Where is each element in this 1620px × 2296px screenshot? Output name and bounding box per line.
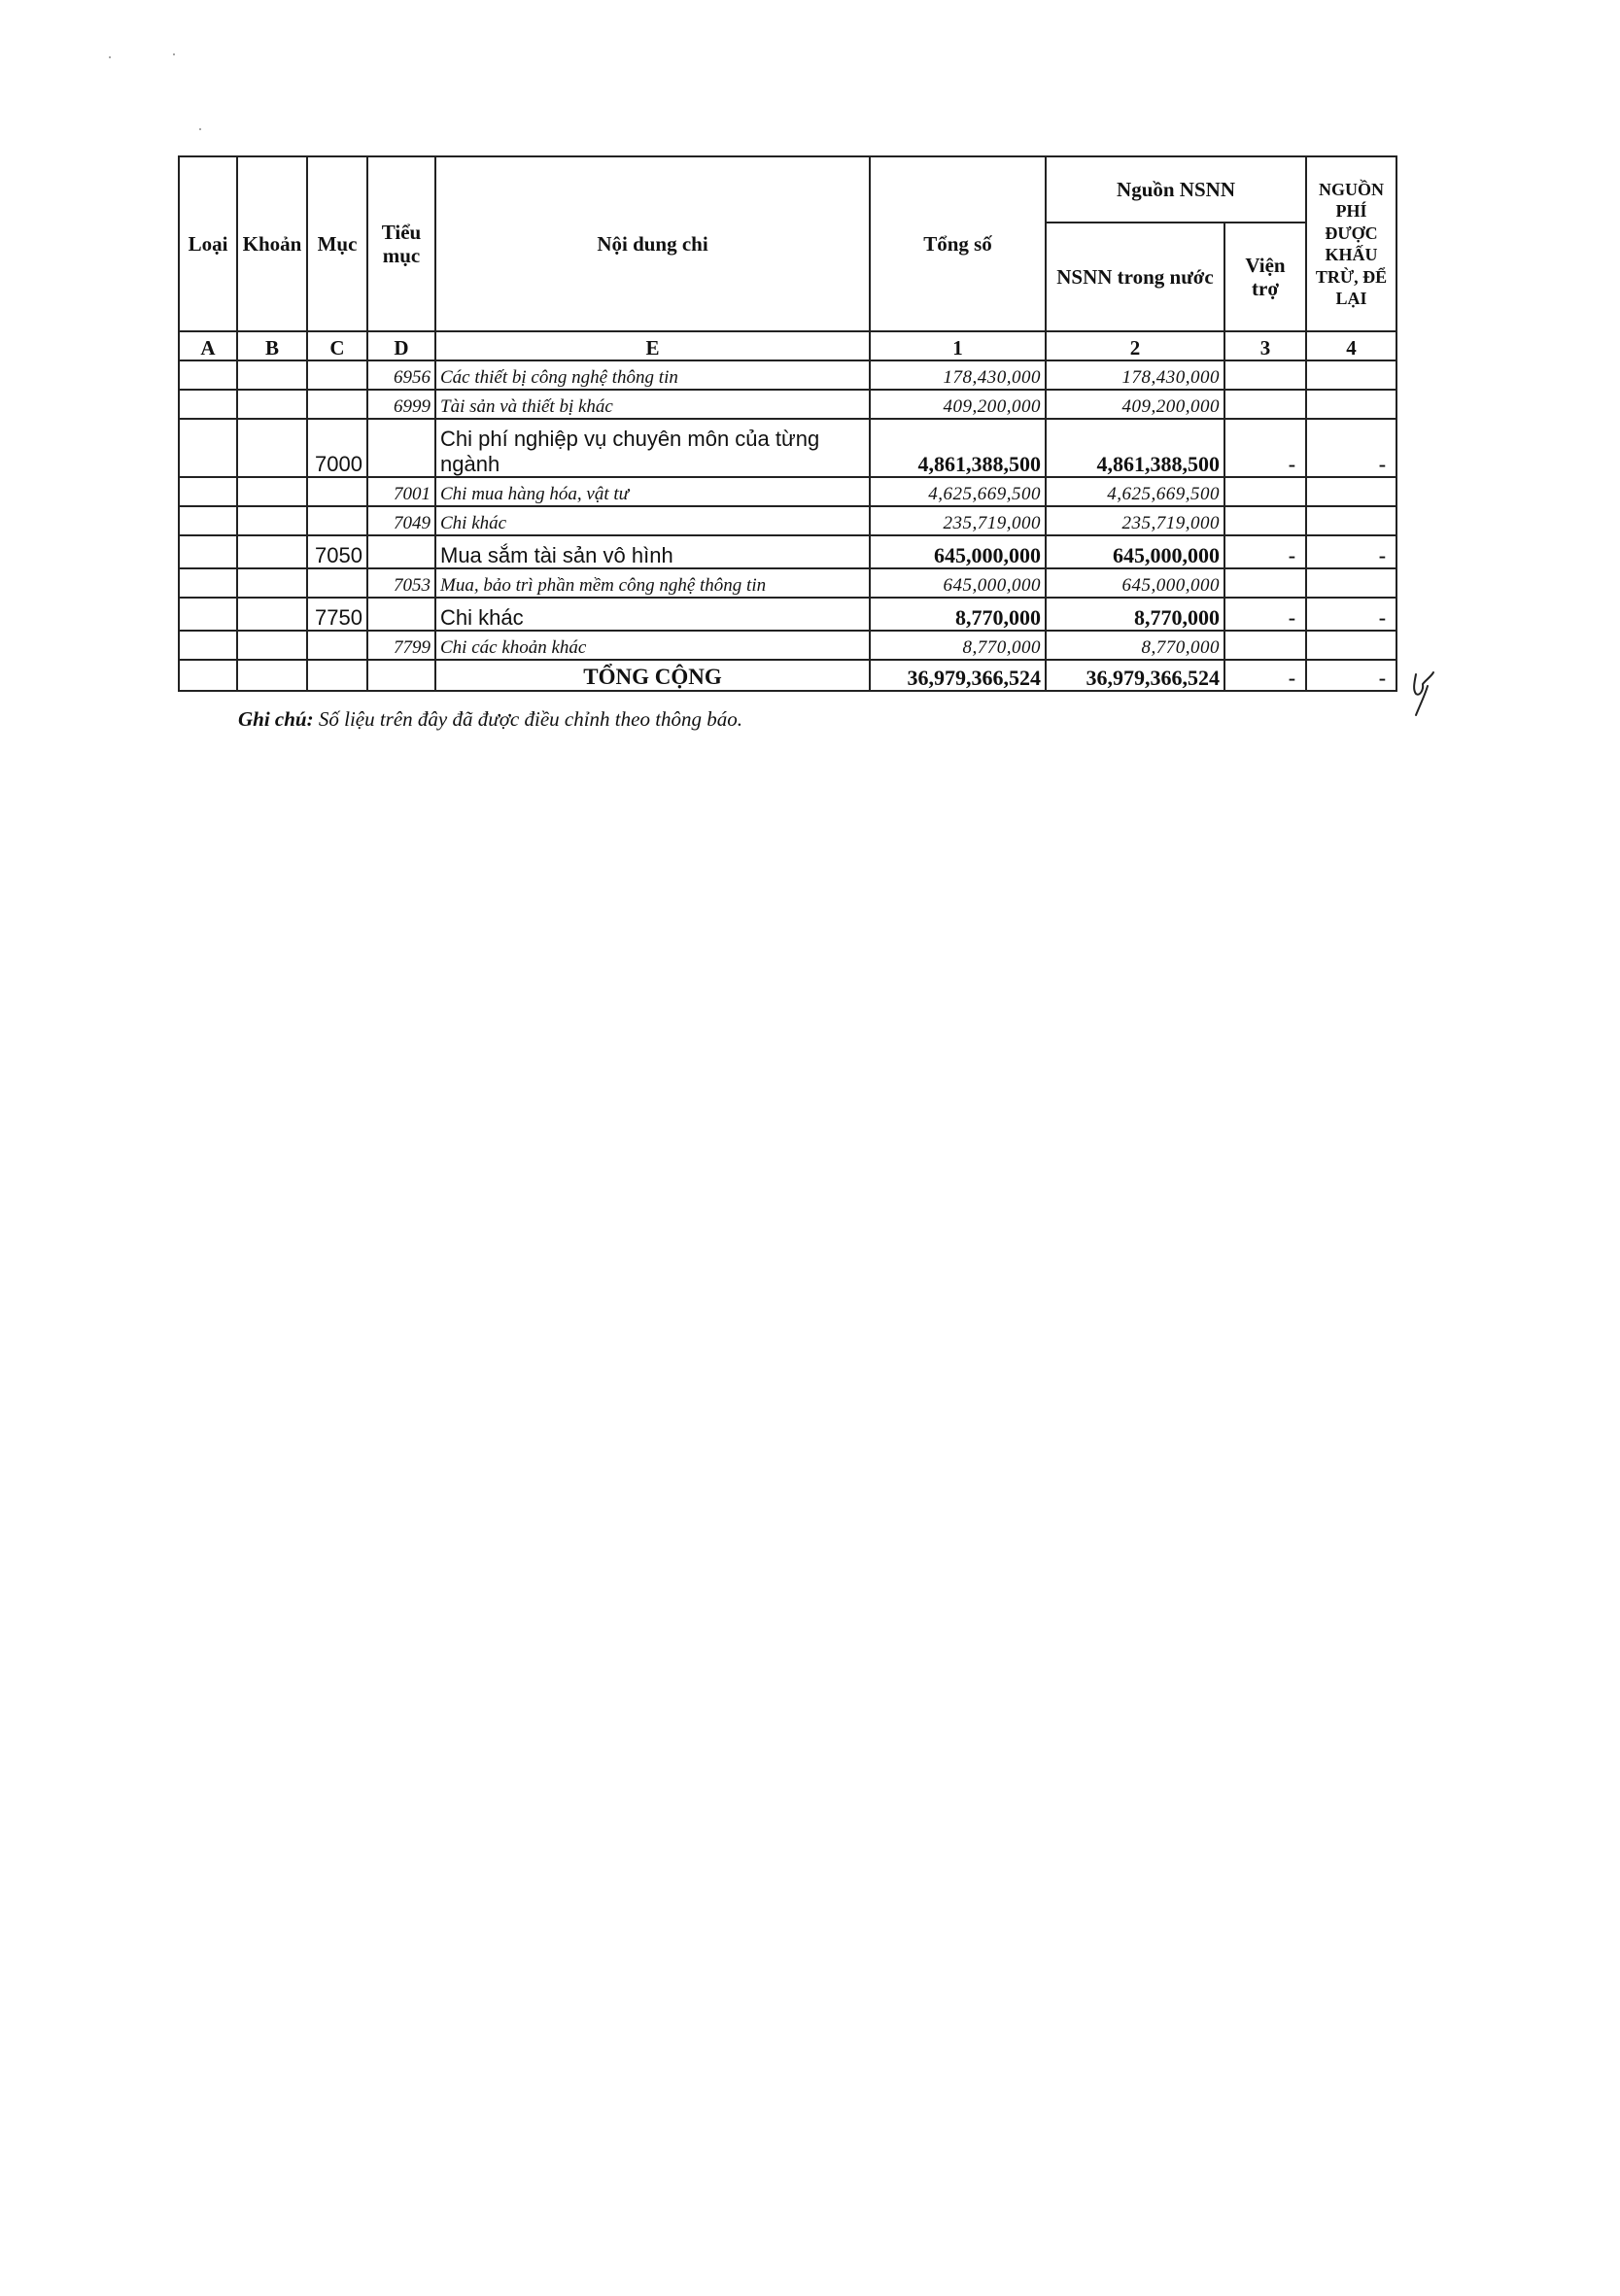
loai-cell	[179, 631, 237, 660]
nguon-phi-value: -	[1306, 598, 1396, 631]
header-muc: Mục	[307, 156, 367, 331]
nsnn-trong-nuoc-value: 4,861,388,500	[1046, 419, 1224, 477]
header-noi-dung-chi: Nội dung chi	[435, 156, 870, 331]
muc-row	[179, 535, 1396, 568]
column-letter: 1	[870, 331, 1046, 360]
tieu-muc-row	[179, 360, 1396, 390]
loai-cell	[179, 598, 237, 631]
scan-speck	[109, 56, 111, 58]
khoan-cell	[237, 568, 307, 598]
muc-code: 7750	[307, 598, 367, 631]
handwritten-initial	[1408, 670, 1437, 717]
tieu-muc-code: 6956	[367, 360, 435, 390]
khoan-cell	[237, 631, 307, 660]
nguon-phi-value	[1306, 568, 1396, 598]
total-trong-nuoc: 36,979,366,524	[1046, 660, 1224, 691]
khoan-cell	[237, 477, 307, 506]
total-muc	[307, 660, 367, 691]
tong-so-value: 4,861,388,500	[870, 419, 1046, 477]
nsnn-trong-nuoc-value: 645,000,000	[1046, 568, 1224, 598]
vien-tro-value	[1224, 360, 1306, 390]
column-letter: 4	[1306, 331, 1396, 360]
nsnn-trong-nuoc-value: 178,430,000	[1046, 360, 1224, 390]
footnote	[238, 707, 742, 732]
total-tieu-muc	[367, 660, 435, 691]
tong-so-value: 645,000,000	[870, 568, 1046, 598]
expense-description: Mua sắm tài sản vô hình	[435, 535, 870, 568]
tong-so-value: 8,770,000	[870, 598, 1046, 631]
total-tong-so: 36,979,366,524	[870, 660, 1046, 691]
tieu-muc-row	[179, 390, 1396, 419]
nsnn-trong-nuoc-value: 8,770,000	[1046, 598, 1224, 631]
muc-code	[307, 390, 367, 419]
tieu-muc-code	[367, 419, 435, 477]
scan-speck	[173, 53, 175, 55]
loai-cell	[179, 419, 237, 477]
total-phi: -	[1306, 660, 1396, 691]
muc-code: 7000	[307, 419, 367, 477]
vien-tro-value	[1224, 506, 1306, 535]
loai-cell	[179, 390, 237, 419]
khoan-cell	[237, 506, 307, 535]
loai-cell	[179, 506, 237, 535]
column-letter: 3	[1224, 331, 1306, 360]
tieu-muc-code	[367, 598, 435, 631]
tieu-muc-code: 7001	[367, 477, 435, 506]
muc-row	[179, 598, 1396, 631]
expense-description: Chi khác	[435, 598, 870, 631]
tong-so-value: 8,770,000	[870, 631, 1046, 660]
loai-cell	[179, 360, 237, 390]
column-letter: B	[237, 331, 307, 360]
tieu-muc-code	[367, 535, 435, 568]
nsnn-trong-nuoc-value: 235,719,000	[1046, 506, 1224, 535]
nguon-phi-value	[1306, 477, 1396, 506]
muc-code: 7050	[307, 535, 367, 568]
column-letter: C	[307, 331, 367, 360]
header-tieu-muc: Tiểu mục	[367, 156, 435, 331]
muc-code	[307, 506, 367, 535]
loai-cell	[179, 568, 237, 598]
khoan-cell	[237, 390, 307, 419]
tieu-muc-row	[179, 631, 1396, 660]
header-nsnn-trong-nuoc: NSNN trong nước	[1046, 223, 1224, 331]
khoan-cell	[237, 598, 307, 631]
loai-cell	[179, 535, 237, 568]
header-tong-so: Tổng số	[870, 156, 1046, 331]
tieu-muc-code: 7049	[367, 506, 435, 535]
tieu-muc-row	[179, 506, 1396, 535]
header-khoan: Khoản	[237, 156, 307, 331]
budget-table	[178, 155, 1397, 692]
scan-speck	[199, 128, 201, 130]
muc-code	[307, 568, 367, 598]
vien-tro-value: -	[1224, 535, 1306, 568]
muc-code	[307, 631, 367, 660]
nsnn-trong-nuoc-value: 8,770,000	[1046, 631, 1224, 660]
nguon-phi-value: -	[1306, 419, 1396, 477]
nsnn-trong-nuoc-value: 645,000,000	[1046, 535, 1224, 568]
column-letter: D	[367, 331, 435, 360]
header-vien-tro: Viện trợ	[1224, 223, 1306, 331]
vien-tro-value	[1224, 568, 1306, 598]
khoan-cell	[237, 360, 307, 390]
nguon-phi-value	[1306, 506, 1396, 535]
tong-so-value: 645,000,000	[870, 535, 1046, 568]
loai-cell	[179, 477, 237, 506]
vien-tro-value: -	[1224, 598, 1306, 631]
header-loai: Loại	[179, 156, 237, 331]
expense-description: Tài sản và thiết bị khác	[435, 390, 870, 419]
nguon-phi-value	[1306, 390, 1396, 419]
column-letter: E	[435, 331, 870, 360]
tong-so-value: 178,430,000	[870, 360, 1046, 390]
vien-tro-value	[1224, 631, 1306, 660]
total-row	[179, 660, 1396, 691]
expense-description: Chi phí nghiệp vụ chuyên môn của từng ngành	[435, 419, 870, 477]
khoan-cell	[237, 535, 307, 568]
vien-tro-value: -	[1224, 419, 1306, 477]
total-label: TỔNG CỘNG	[435, 660, 870, 691]
tong-so-value: 4,625,669,500	[870, 477, 1046, 506]
vien-tro-value	[1224, 390, 1306, 419]
footnote-text: Số liệu trên đây đã được điều chỉnh theo thông báo.	[318, 707, 743, 731]
header-nguon-nsnn: Nguồn NSNN	[1046, 156, 1306, 223]
total-vien-tro: -	[1224, 660, 1306, 691]
expense-description: Chi mua hàng hóa, vật tư	[435, 477, 870, 506]
muc-code	[307, 360, 367, 390]
footnote-label: Ghi chú:	[238, 707, 314, 731]
expense-description: Chi các khoản khác	[435, 631, 870, 660]
total-khoan	[237, 660, 307, 691]
vien-tro-value	[1224, 477, 1306, 506]
tong-so-value: 235,719,000	[870, 506, 1046, 535]
total-loai	[179, 660, 237, 691]
nsnn-trong-nuoc-value: 409,200,000	[1046, 390, 1224, 419]
nguon-phi-value	[1306, 631, 1396, 660]
tieu-muc-row	[179, 477, 1396, 506]
expense-description: Các thiết bị công nghệ thông tin	[435, 360, 870, 390]
tieu-muc-code: 7799	[367, 631, 435, 660]
tieu-muc-code: 6999	[367, 390, 435, 419]
column-letter: A	[179, 331, 237, 360]
muc-row	[179, 419, 1396, 477]
muc-code	[307, 477, 367, 506]
nguon-phi-value	[1306, 360, 1396, 390]
nsnn-trong-nuoc-value: 4,625,669,500	[1046, 477, 1224, 506]
column-letter-row	[179, 331, 1396, 360]
tieu-muc-code: 7053	[367, 568, 435, 598]
khoan-cell	[237, 419, 307, 477]
expense-description: Mua, bảo trì phần mềm công nghệ thông tin	[435, 568, 870, 598]
column-letter: 2	[1046, 331, 1224, 360]
header-nguon-phi: NGUỒN PHÍ ĐƯỢC KHẤU TRỪ, ĐỂ LẠI	[1306, 156, 1396, 331]
tong-so-value: 409,200,000	[870, 390, 1046, 419]
nguon-phi-value: -	[1306, 535, 1396, 568]
tieu-muc-row	[179, 568, 1396, 598]
expense-description: Chi khác	[435, 506, 870, 535]
